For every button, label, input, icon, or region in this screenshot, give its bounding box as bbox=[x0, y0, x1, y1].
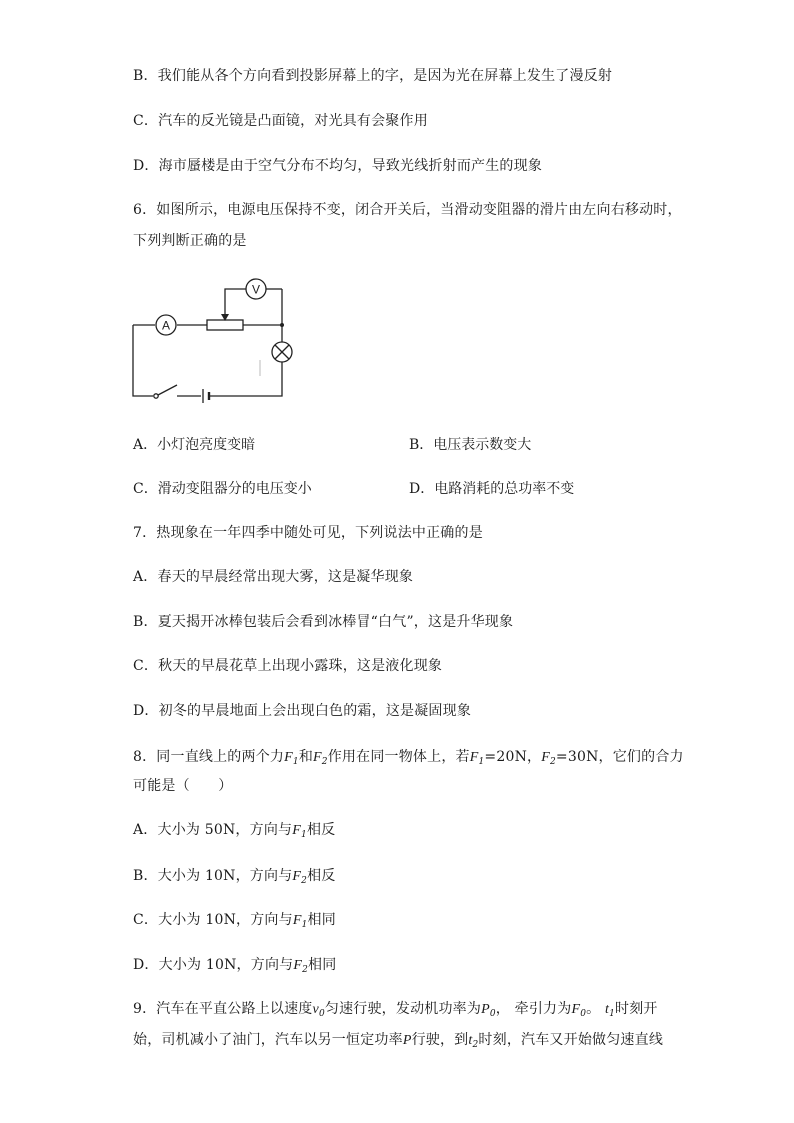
circuit-wire-right-lower bbox=[210, 362, 282, 396]
q9-stem-line1: 9．汽车在平直公路上以速度$v_0$匀速行驶，发动机功率为$P_0$， 牵引力为$F_0$。 $t_1$时刻开 bbox=[133, 1001, 658, 1019]
circuit-wire-slider-to-voltmeter bbox=[225, 289, 246, 315]
q8-option-a: A．大小为 50N，方向与$F_1$相反 bbox=[133, 822, 336, 840]
switch-contact-left bbox=[154, 394, 158, 398]
q5-option-d: D．海市蜃楼是由于空气分布不均匀，导致光线折射而产生的现象 bbox=[133, 158, 543, 174]
q6-stem-line2: 下列判断正确的是 bbox=[133, 233, 247, 249]
rheostat-resistor bbox=[207, 320, 243, 330]
q6-option-d: D．电路消耗的总功率不变 bbox=[409, 481, 575, 497]
q6-option-b: B．电压表示数变大 bbox=[409, 437, 532, 453]
q7-option-c: C．秋天的早晨花草上出现小露珠，这是液化现象 bbox=[133, 658, 443, 674]
circuit-diagram bbox=[125, 272, 295, 404]
q9-stem-line2: 始，司机减小了油门，汽车以另一恒定功率P行驶，到$t_2$时刻，汽车又开始做匀速直线 bbox=[133, 1032, 664, 1050]
circuit-wire-left bbox=[133, 325, 153, 396]
q6-option-a: A．小灯泡亮度变暗 bbox=[133, 437, 256, 453]
q8-option-c: C．大小为 10N，方向与$F_1$相同 bbox=[133, 912, 336, 930]
junction-dot bbox=[280, 323, 284, 327]
q6-option-c: C．滑动变阻器分的电压变小 bbox=[133, 481, 312, 497]
q8-stem-line1: 8．同一直线上的两个力$F_1$和$F_2$作用在同一物体上，若$F_1=20N$，$F_2=30N$，它们的合力 bbox=[133, 749, 684, 767]
q8-option-d: D．大小为 10N，方向与$F_2$相同 bbox=[133, 957, 337, 975]
q7-option-b: B．夏天揭开冰棒包装后会看到冰棒冒“白气”，这是升华现象 bbox=[133, 614, 514, 630]
switch-lever bbox=[158, 385, 177, 395]
q6-stem-line1: 6．如图所示，电源电压保持不变，闭合开关后，当滑动变阻器的滑片由左向右移动时， bbox=[133, 202, 682, 218]
q8-stem-line2: 可能是（ ） bbox=[133, 778, 233, 794]
q5-option-b: B．我们能从各个方向看到投影屏幕上的字，是因为光在屏幕上发生了漫反射 bbox=[133, 68, 613, 84]
q8-option-b: B．大小为 10N，方向与$F_2$相反 bbox=[133, 868, 336, 886]
q7-option-d: D．初冬的早晨地面上会出现白色的霜，这是凝固现象 bbox=[133, 703, 472, 719]
ammeter-label: A bbox=[161, 318, 171, 333]
q5-option-c: C．汽车的反光镜是凸面镜，对光具有会聚作用 bbox=[133, 113, 428, 129]
q7-stem: 7．热现象在一年四季中随处可见，下列说法中正确的是 bbox=[133, 525, 483, 541]
q7-option-a: A．春天的早晨经常出现大雾，这是凝华现象 bbox=[133, 569, 414, 585]
voltmeter-label: V bbox=[251, 282, 261, 297]
